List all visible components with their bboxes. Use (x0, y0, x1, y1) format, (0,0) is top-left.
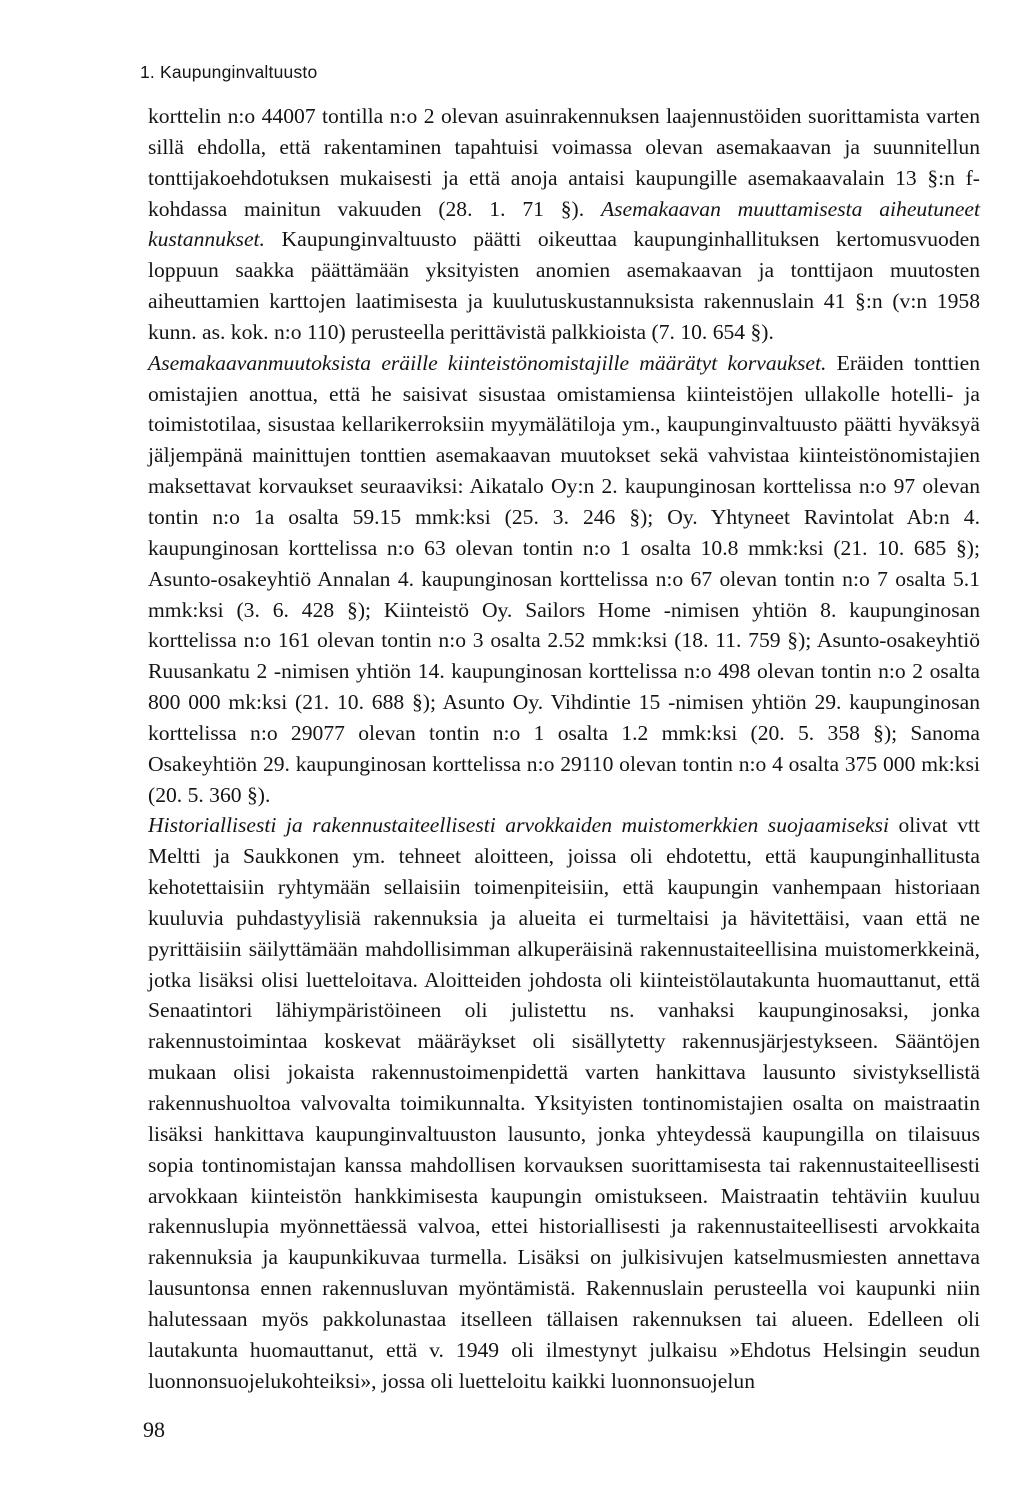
section-heading: Asemakaavan muuttamisesta aiheutuneet kustannukset. (148, 196, 980, 252)
body-text (148, 101, 980, 1396)
paragraph (148, 810, 980, 1396)
paragraph-text: Kaupunginvaltuusto päätti oikeuttaa kaupunginhallituksen kertomusvuoden loppuun saakka päättämään yksityisten anomien asemakaavan ja tonttijaon muutosten aiheuttamien karttojen laatimisesta ja kuulutuskustannuksista rakennuslain 41 §:n (v:n 1958 kunn. as. kok. n:o 110) perusteella perittävistä palkkioista (7. 10. 654 §). (148, 227, 980, 344)
section-heading: Asemakaavanmuutoksista eräille kiinteistönomistajille määrätyt korvaukset. (148, 350, 827, 375)
section-heading: Historiallisesti ja rakennustaiteellisesti arvokkaiden muistomerkkien suojaamiseksi (148, 813, 889, 838)
page-number: 98 (143, 1417, 165, 1442)
paragraph-text: korttelin n:o 44007 tontilla n:o 2 olevan asuinrakennuksen laajennustöiden suorittamista varten sillä ehdolla, että rakentaminen tapahtuisi voimassa olevan asemakaavan ja suunnitellun tonttijakoehdotuksen mukaisesti ja että anoja antaisi kaupungille asemakaavalain 13 §:n f-kohdassa mainitun vakuuden (28. 1. 71 §). (148, 104, 980, 221)
paragraph-text: Eräiden tonttien omistajien anottua, että he saisivat sisustaa omistamiensa kiinteistöjen ullakolle hotelli- ja toimistotilaa, sisustaa kellarikerroksiin myymälätiloja ym., kaupunginvaltuusto päätti hyväksyä jäljempänä mainittujen tonttien asemakaavan muutokset sekä vahvistaa kiinteistönomistajien maksettavat korvaukset seuraaviksi: Aikatalo Oy:n 2. kaupunginosan korttelissa n:o 97 olevan tontin n:o 1a osalta 59.15 mmk:ksi (25. 3. 246 §); Oy. Yhtyneet Ravintolat Ab:n 4. kaupunginosan korttelissa n:o 63 olevan tontin n:o 1 osalta 10.8 mmk:ksi (21. 10. 685 §); Asunto-osakeyhtiö Annalan 4. kaupunginosan korttelissa n:o 67 olevan tontin n:o 7 osalta 5.1 mmk:ksi (3. 6. 428 §); Kiinteistö Oy. Sailors Home -nimisen yhtiön 8. kaupunginosan korttelissa n:o 161 olevan tontin n:o 3 osalta 2.52 mmk:ksi (18. 11. 759 §); Asunto-osakeyhtiö Ruusankatu 2 -nimisen yhtiön 14. kaupunginosan korttelissa n:o 498 olevan tontin n:o 2 osalta 800 000 mk:ksi (21. 10. 688 §); Asunto Oy. Vihdintie 15 -nimisen yhtiön 29. kaupunginosan korttelissa n:o 29077 olevan tontin n:o 1 osalta 1.2 mmk:ksi (20. 5. 358 §); Sanoma Osakeyhtiön 29. kaupunginosan korttelissa n:o 29110 olevan tontin n:o 4 osalta 375 000 mk:ksi (20. 5. 360 §). (148, 350, 980, 807)
paragraph (148, 348, 980, 811)
running-header: 1. Kaupunginvaltuusto (140, 62, 318, 82)
paragraph-continued (148, 101, 980, 348)
paragraph-text: olivat vtt Meltti ja Saukkonen ym. tehneet aloitteen, joissa oli ehdotettu, että kaupunginhallitusta kehotettaisiin ryhtymään sellaisiin toimenpiteisiin, että kaupungin vanhempaan historiaan kuuluvia puhdastyylisiä rakennuksia ja alueita ei turmeltaisi ja hävitettäisi, vaan että ne pyrittäisiin säilyttämään mahdollisimman alkuperäisinä rakennustaiteellisina muistomerkkeinä, jotka lisäksi olisi luetteloitava. Aloitteiden johdosta oli kiinteistölautakunta huomauttanut, että Senaatintori lähiympäristöineen oli julistettu ns. vanhaksi kaupunginosaksi, jonka rakennustoimintaa koskevat määräykset oli sisällytetty rakennusjärjestykseen. Sääntöjen mukaan olisi jokaista rakennustoimenpidettä varten hankittava lausunto sivistyksellistä rakennushuoltoa valvovalta toimikunnalta. Yksityisten tontinomistajien osalta on maistraatin lisäksi hankittava kaupunginvaltuuston lausunto, jonka yhteydessä kaupungilla on tilaisuus sopia tontinomistajan kanssa mahdollisen korvauksen suorittamisesta tai rakennustaiteellisesti arvokkaan kiinteistön hankkimisesta kaupungin omistukseen. Maistraatin tehtäviin kuuluu rakennuslupia myönnettäessä valvoa, ettei historiallisesti ja rakennustaiteellisesti arvokkaita rakennuksia ja kaupunkikuvaa turmella. Lisäksi on julkisivujen katselmusmiesten annettava lausuntonsa ennen rakennusluvan myöntämistä. Rakennuslain perusteella voi kaupunki niin halutessaan myös pakkolunastaa itselleen tällaisen rakennuksen tai alueen. Edelleen oli lautakunta huomauttanut, että v. 1949 oli ilmestynyt julkaisu »Ehdotus Helsingin seudun luonnonsuojelukohteiksi», jossa oli luetteloitu kaikki luonnonsuojelun (148, 813, 980, 1393)
